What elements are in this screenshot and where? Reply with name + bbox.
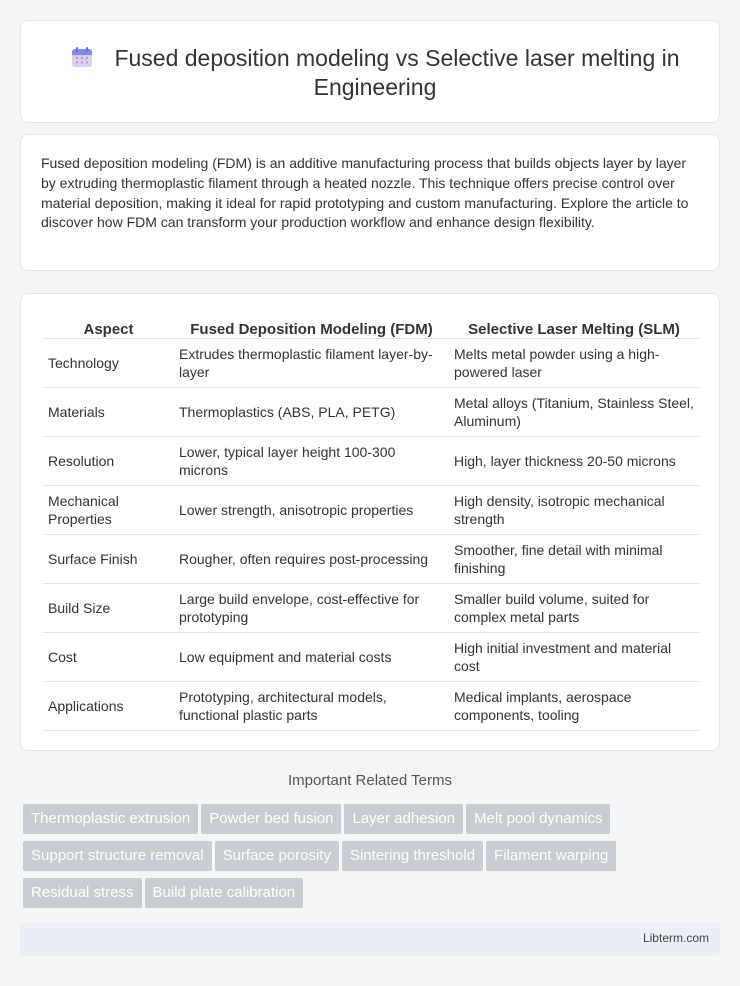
aspect-cell: Surface Finish — [43, 535, 174, 584]
footer — [20, 922, 720, 956]
header-fdm: Fused Deposition Modeling (FDM) — [174, 315, 449, 339]
fdm-cell: Large build envelope, cost-effective for prototyping — [174, 584, 449, 633]
slm-cell: High, layer thickness 20-50 microns — [449, 437, 699, 486]
table-row — [43, 682, 699, 731]
related-term-tag[interactable]: Powder bed fusion — [201, 804, 341, 834]
table-row — [43, 339, 699, 388]
aspect-cell: Materials — [43, 388, 174, 437]
related-term-tag[interactable]: Residual stress — [23, 878, 142, 908]
related-term-tag[interactable]: Filament warping — [486, 841, 616, 871]
table-row — [43, 633, 699, 682]
slm-cell: Smaller build volume, suited for complex metal parts — [449, 584, 699, 633]
table-row — [43, 437, 699, 486]
related-terms-list — [23, 804, 703, 915]
aspect-cell: Cost — [43, 633, 174, 682]
comparison-table-card — [20, 293, 720, 751]
fdm-cell: Thermoplastics (ABS, PLA, PETG) — [174, 388, 449, 437]
table-row — [43, 486, 699, 535]
header-slm: Selective Laser Melting (SLM) — [449, 315, 699, 339]
related-terms-title: Important Related Terms — [288, 772, 452, 789]
fdm-cell: Lower strength, anisotropic properties — [174, 486, 449, 535]
related-term-tag[interactable]: Build plate calibration — [145, 878, 304, 908]
table-row — [43, 584, 699, 633]
related-term-tag[interactable]: Sintering threshold — [342, 841, 483, 871]
fdm-cell: Low equipment and material costs — [174, 633, 449, 682]
intro-paragraph: Fused deposition modeling (FDM) is an additive manufacturing process that builds objects layer by layer by extruding thermoplastic filament through a heated nozzle. This technique offers precise control over material deposition, making it ideal for rapid prototyping and custom manufacturing. Explore the article to discover how FDM can transform your production workflow and enhance design flexibility. — [41, 155, 689, 231]
slm-cell: Medical implants, aerospace components, tooling — [449, 682, 699, 731]
header-aspect: Aspect — [43, 315, 174, 339]
related-term-tag[interactable]: Support structure removal — [23, 841, 212, 871]
table-header-row — [43, 315, 699, 339]
fdm-cell: Rougher, often requires post-processing — [174, 535, 449, 584]
calendar-icon — [70, 45, 94, 69]
aspect-cell: Mechanical Properties — [43, 486, 174, 535]
slm-cell: High initial investment and material cost — [449, 633, 699, 682]
title-card — [20, 20, 720, 123]
slm-cell: Metal alloys (Titanium, Stainless Steel, Aluminum) — [449, 388, 699, 437]
related-term-tag[interactable]: Thermoplastic extrusion — [23, 804, 198, 834]
table-row — [43, 535, 699, 584]
page-title — [51, 44, 699, 102]
aspect-cell: Applications — [43, 682, 174, 731]
related-term-tag[interactable]: Surface porosity — [215, 841, 339, 871]
fdm-cell: Extrudes thermoplastic filament layer-by-layer — [174, 339, 449, 388]
related-term-tag[interactable]: Layer adhesion — [344, 804, 463, 834]
slm-cell: Smoother, fine detail with minimal finishing — [449, 535, 699, 584]
footer-site-link[interactable]: Libterm.com — [642, 931, 709, 945]
slm-cell: High density, isotropic mechanical strength — [449, 486, 699, 535]
comparison-table — [43, 315, 699, 731]
page-title-text: Fused deposition modeling vs Selective laser melting in Engineering — [114, 45, 680, 100]
aspect-cell: Build Size — [43, 584, 174, 633]
slm-cell: Melts metal powder using a high-powered laser — [449, 339, 699, 388]
fdm-cell: Lower, typical layer height 100-300 microns — [174, 437, 449, 486]
table-row — [43, 388, 699, 437]
related-term-tag[interactable]: Melt pool dynamics — [466, 804, 610, 834]
intro-card — [20, 134, 720, 271]
fdm-cell: Prototyping, architectural models, functional plastic parts — [174, 682, 449, 731]
aspect-cell: Resolution — [43, 437, 174, 486]
aspect-cell: Technology — [43, 339, 174, 388]
